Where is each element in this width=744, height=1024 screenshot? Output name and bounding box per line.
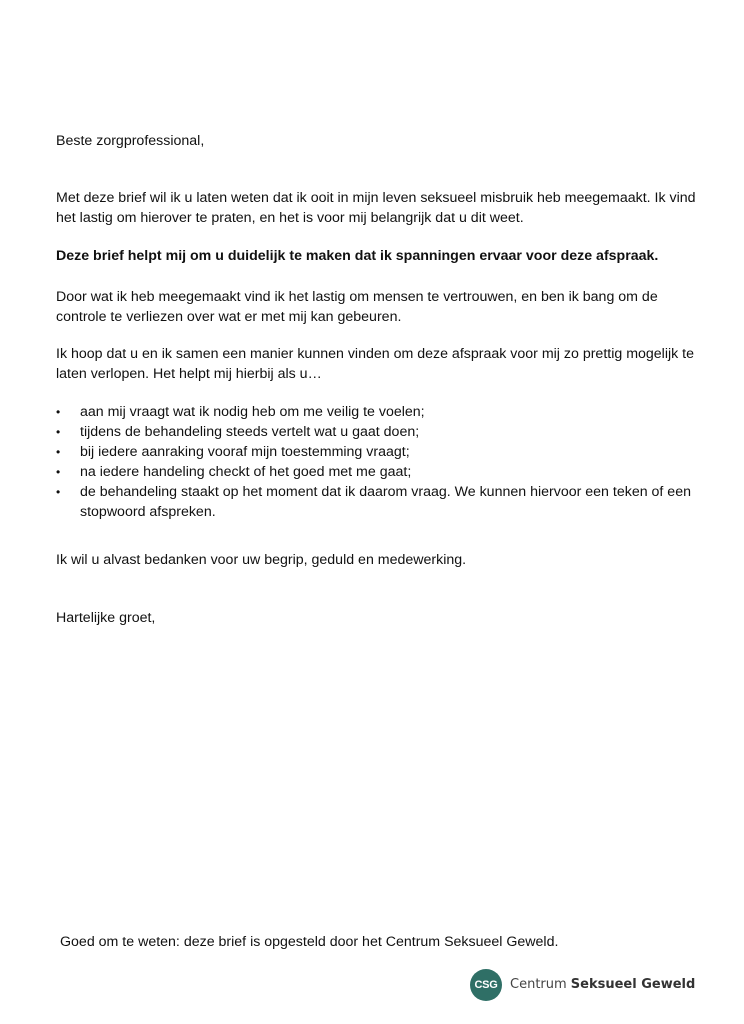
bullet-icon: • [56, 425, 61, 439]
list-item [56, 422, 696, 442]
bullet-icon: • [56, 445, 61, 459]
list-item-text: na iedere handeling checkt of het goed met me gaat; [80, 464, 412, 480]
bullet-icon: • [56, 485, 61, 499]
emphasis-paragraph: Deze brief helpt mij om u duidelijk te maken dat ik spanningen ervaar voor deze afspraak. [56, 248, 659, 264]
csg-logo-mark: CSG [470, 969, 502, 1001]
csg-logo-text [510, 975, 695, 995]
bullet-icon: • [56, 465, 61, 479]
trust-paragraph: Door wat ik heb meegemaakt vind ik het lastig om mensen te vertrouwen, en ben ik bang om de controle te verliezen over wat er met mij kan gebeuren. [56, 289, 658, 325]
list-item [56, 482, 696, 522]
list-item-text: tijdens de behandeling steeds vertelt wat u gaat doen; [80, 424, 420, 440]
logo-name-regular: Centrum [510, 977, 571, 992]
list-item [56, 442, 696, 462]
csg-logo [470, 968, 695, 1002]
list-item [56, 462, 696, 482]
thanks-paragraph: Ik wil u alvast bedanken voor uw begrip, geduld en medewerking. [56, 552, 467, 568]
bullet-icon: • [56, 405, 61, 419]
list-item-text: aan mij vraagt wat ik nodig heb om me veilig te voelen; [80, 404, 425, 420]
closing: Hartelijke groet, [56, 610, 156, 626]
hope-paragraph: Ik hoop dat u en ik samen een manier kunnen vinden om deze afspraak voor mij zo prettig mogelijk te laten verlopen. Het helpt mij hierbij als u… [56, 346, 695, 382]
list-item-text: bij iedere aanraking vooraf mijn toestemming vraagt; [80, 444, 410, 460]
list-item-text: de behandeling staakt op het moment dat ik daarom vraag. We kunnen hiervoor een teken of een stopwoord afspreken. [80, 484, 691, 520]
footer-note: Goed om te weten: deze brief is opgesteld door het Centrum Seksueel Geweld. [60, 934, 559, 950]
intro-paragraph: Met deze brief wil ik u laten weten dat ik ooit in mijn leven seksueel misbruik heb meegemaakt. Ik vind het lastig om hierover te praten, en het is voor mij belangrijk dat u dit weet. [56, 190, 696, 226]
greeting: Beste zorgprofessional, [56, 133, 205, 149]
logo-name-bold: Seksueel Geweld [570, 977, 696, 992]
request-list [56, 402, 696, 522]
list-item [56, 402, 696, 422]
